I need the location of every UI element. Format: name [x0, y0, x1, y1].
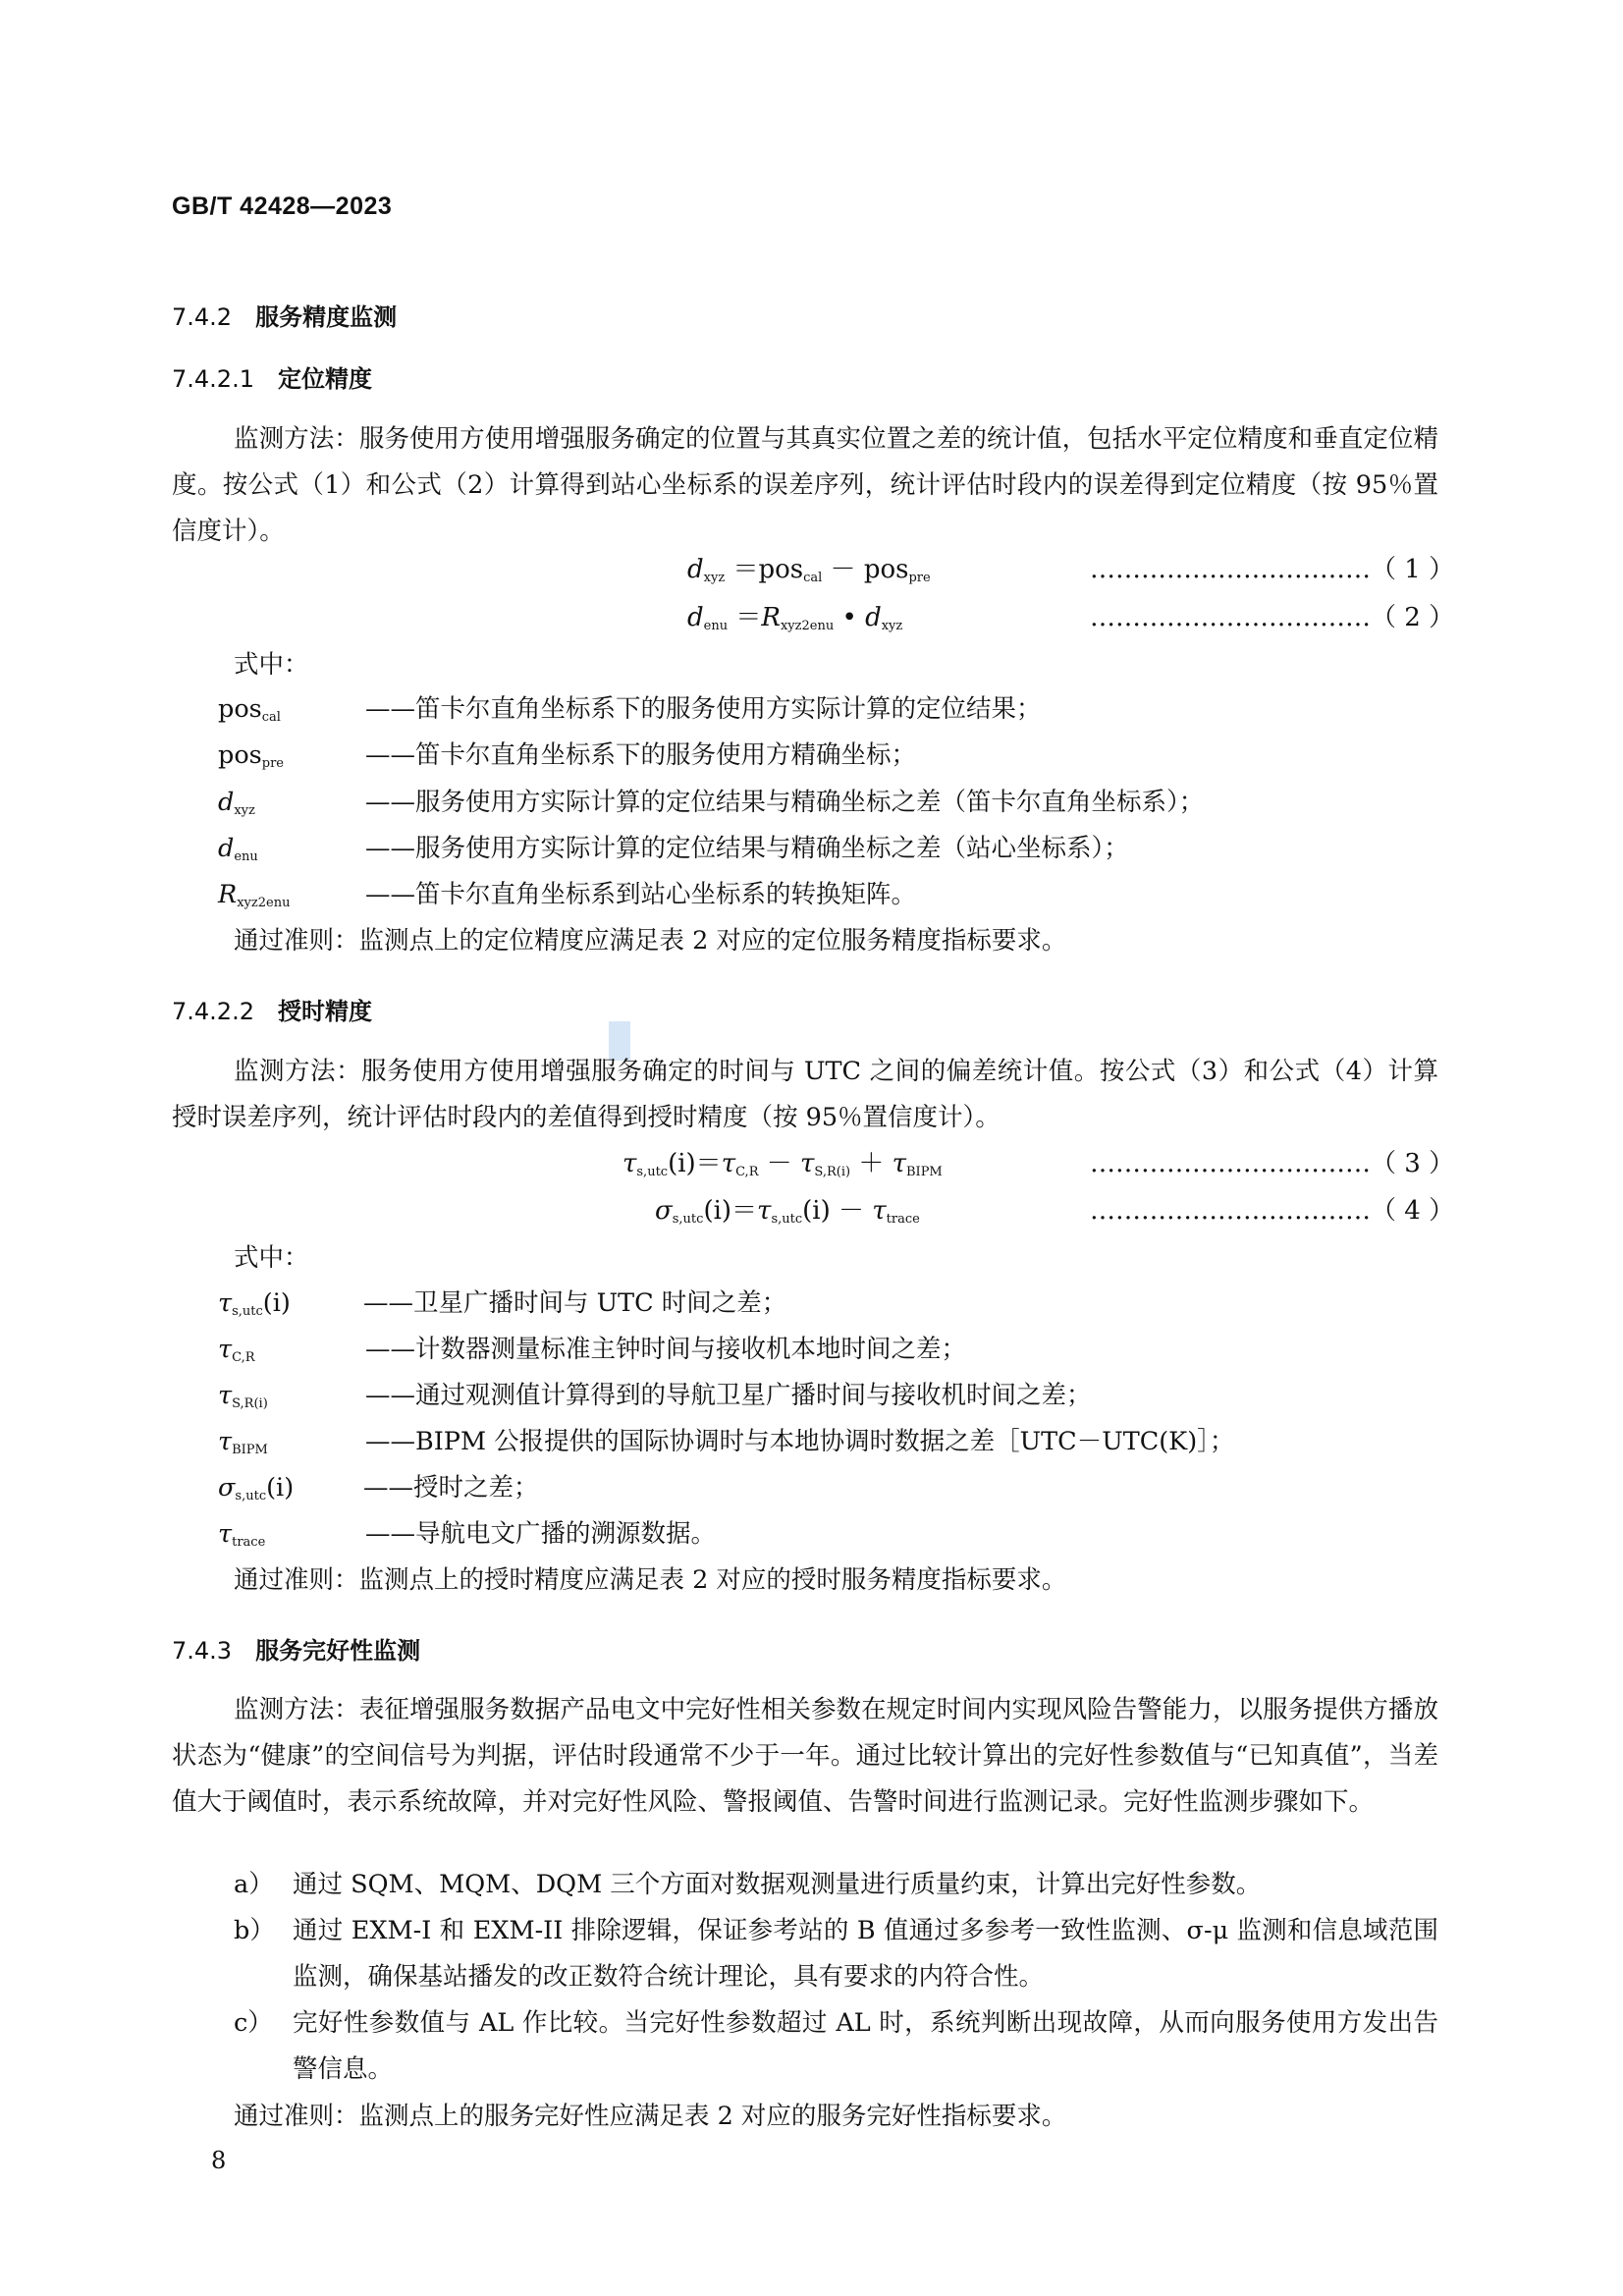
definition-pos-cal: pos$_{cal}$ ——笛卡尔直角坐标系下的服务使用方实际计算的定位结果； [218, 694, 1042, 725]
timing-criteria: 通过准则：监测点上的授时精度应满足表 2 对应的授时服务精度指标要求。 [234, 1565, 1067, 1595]
equation-2: $d_{enu} =R_{xyz2enu}$ • $d_{xyz}$ [687, 603, 903, 633]
definition-pos-pre: pos$_{pre}$ ——笛卡尔直角坐标系下的服务使用方精确坐标； [218, 740, 917, 771]
positioning-criteria: 通过准则：监测点上的定位精度应满足表 2 对应的定位服务精度指标要求。 [234, 926, 1067, 956]
definition-tau-bipm: $\tau_{BIPM}$ ——BIPM 公报提供的国际协调时与本地协调时数据之差［UTC－UTC(K)］； [218, 1427, 1235, 1457]
section-heading-7-4-2-1 [172, 359, 372, 394]
equation-2-number: ……………………………（ 2 ） [1090, 603, 1455, 632]
section-title: 服务完好性监测 [255, 1637, 421, 1665]
standard-number: GB/T 42428—2023 [172, 192, 393, 220]
list-item: b） 通过 EXM-I 和 EXM-II 排除逻辑，保证参考站的 B 值通过多参考一致性监测、σ-μ 监测和信息域范围监测，确保基站播发的改正数符合统计理论，具有要求的内符合性。 [234, 1916, 1438, 1992]
section-number: 7.4.2 [172, 303, 233, 331]
definition-sigma-s-utc: $\sigma_{s,utc}(i)$ ——授时之差； [218, 1473, 539, 1503]
equation-1-number: ……………………………（ 1 ） [1090, 555, 1455, 584]
where-label: 式中： [234, 1243, 309, 1273]
equation-4: $\sigma_{s,utc}(i)=\tau_{s,utc}(i) - \tau_{trace}$ [655, 1196, 920, 1227]
definition-r-xyz2enu: $R_{xyz2enu}$ ——笛卡尔直角坐标系到站心坐标系的转换矩阵。 [218, 880, 917, 910]
section-number: 7.4.3 [172, 1637, 233, 1665]
integrity-criteria: 通过准则：监测点上的服务完好性应满足表 2 对应的服务完好性指标要求。 [234, 2102, 1067, 2131]
equation-3-number: ……………………………（ 3 ） [1090, 1149, 1455, 1178]
equation-1: $d_{xyz} =pos_{cal} - pos_{pre}$ [687, 555, 931, 585]
definition-tau-s-r-i: $\tau_{S,R(i)}$ ——通过观测值计算得到的导航卫星广播时间与接收机时间之差； [218, 1381, 1092, 1411]
definition-tau-c-r: $\tau_{C,R}$ ——计数器测量标准主钟时间与接收机本地时间之差； [218, 1335, 967, 1365]
section-title: 定位精度 [277, 365, 372, 393]
equation-4-number: ……………………………（ 4 ） [1090, 1196, 1455, 1226]
section-title: 授时精度 [277, 998, 372, 1025]
equation-3: $\tau_{s,utc}(i)=\tau_{C,R} - \tau_{S,R(i)} + \tau_{BIPM}$ [622, 1149, 943, 1179]
definition-d-xyz: $d_{xyz}$ ——服务使用方实际计算的定位结果与精确坐标之差（笛卡尔直角坐标系）； [218, 788, 1205, 818]
section-heading-7-4-2-2 [172, 992, 372, 1026]
section-number: 7.4.2.1 [172, 365, 254, 393]
section-number: 7.4.2.2 [172, 998, 254, 1025]
integrity-method-paragraph: 监测方法：表征增强服务数据产品电文中完好性相关参数在规定时间内实现风险告警能力，以服务提供方播放状态为“健康”的空间信号为判据，评估时段通常不少于一年。通过比较计算出的完好性参数值与“已知真值”，当差值大于阈值时，表示系统故障，并对完好性风险、警报阈值、告警时间进行监测记录。完好性监测步骤如下。 [172, 1695, 1438, 1817]
section-heading-7-4-2 [172, 298, 397, 332]
definition-d-enu: $d_{enu}$ ——服务使用方实际计算的定位结果与精确坐标之差（站心坐标系）； [218, 834, 1129, 864]
where-label: 式中： [234, 650, 309, 680]
positioning-method-paragraph: 监测方法：服务使用方使用增强服务确定的位置与其真实位置之差的统计值，包括水平定位精度和垂直定位精度。按公式（1）和公式（2）计算得到站心坐标系的误差序列，统计评估时段内的误差得到定位精度（按 95％置信度计）。 [172, 424, 1438, 546]
definition-tau-trace: $\tau_{trace}$ ——导航电文广播的溯源数据。 [218, 1519, 717, 1550]
definition-tau-s-utc: $\tau_{s,utc}(i)$ ——卫星广播时间与 UTC 时间之差； [218, 1288, 787, 1319]
section-heading-7-4-3 [172, 1631, 420, 1666]
section-title: 服务精度监测 [255, 303, 398, 331]
list-item: a） 通过 SQM、MQM、DQM 三个方面对数据观测量进行质量约束，计算出完好性参数。 [234, 1870, 1262, 1899]
list-item: c） 完好性参数值与 AL 作比较。当完好性参数超过 AL 时，系统判断出现故障，从而向服务使用方发出告警信息。 [234, 2008, 1438, 2084]
page-number: 8 [211, 2147, 227, 2174]
timing-method-paragraph: 监测方法：服务使用方使用增强服务确定的时间与 UTC 之间的偏差统计值。按公式（3）和公式（4）计算授时误差序列，统计评估时段内的差值得到授时精度（按 95％置信度计）。 [172, 1057, 1438, 1132]
